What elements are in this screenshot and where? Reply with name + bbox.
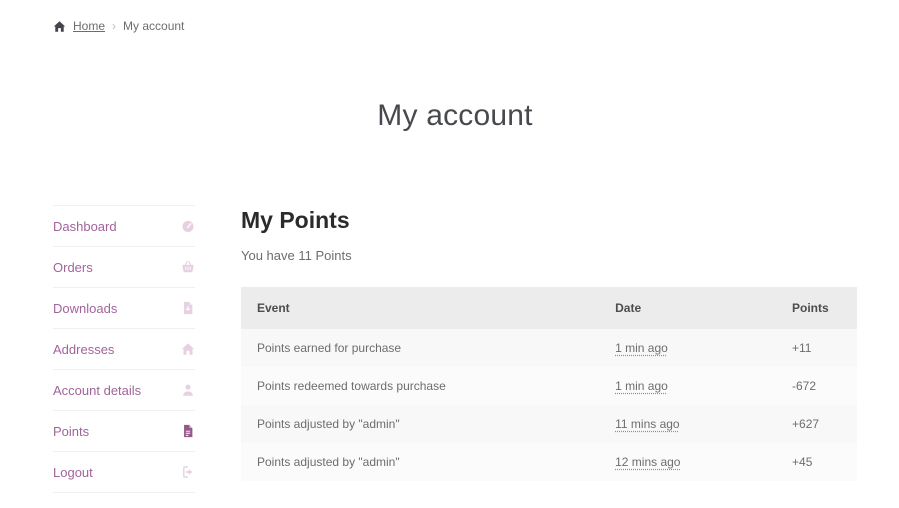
sidebar-item-label: Downloads — [53, 300, 118, 316]
points-section — [241, 205, 857, 493]
date-cell — [599, 405, 776, 443]
sidebar-item-label: Orders — [53, 259, 93, 275]
sidebar-item-label: Points — [53, 423, 90, 439]
table-row — [241, 367, 857, 405]
relative-date: 12 mins ago — [615, 455, 681, 469]
relative-date: 1 min ago — [615, 341, 668, 355]
table-row — [241, 405, 857, 443]
account-navigation — [53, 205, 195, 493]
home-icon — [181, 342, 195, 356]
sign-out-icon — [181, 465, 195, 479]
table-row — [241, 443, 857, 481]
user-icon — [181, 383, 195, 397]
table-row — [241, 329, 857, 367]
column-header-event: Event — [241, 287, 599, 329]
event-cell: Points adjusted by "admin" — [257, 417, 400, 431]
home-icon — [53, 20, 66, 33]
sidebar-item-label: Logout — [53, 464, 93, 480]
breadcrumb-home-link[interactable]: Home — [73, 19, 106, 33]
column-header-points: Points — [776, 287, 857, 329]
relative-date: 11 mins ago — [615, 417, 680, 431]
column-header-date: Date — [599, 287, 776, 329]
sidebar-item-label: Account details — [53, 382, 142, 398]
sidebar-item-label: Addresses — [53, 341, 115, 357]
points-cell: +45 — [792, 455, 813, 469]
my-account-page — [53, 0, 857, 493]
account-nav-list — [53, 205, 195, 493]
account-content — [53, 205, 857, 493]
breadcrumb — [53, 0, 857, 33]
date-cell — [599, 367, 776, 405]
breadcrumb-current: My account — [123, 19, 185, 33]
gauge-icon — [181, 219, 195, 233]
breadcrumb-separator: › — [112, 19, 117, 33]
relative-date: 1 min ago — [615, 379, 668, 393]
sidebar-item-orders[interactable] — [53, 247, 195, 288]
event-cell: Points earned for purchase — [257, 341, 402, 355]
basket-icon — [181, 260, 195, 274]
file-download-icon — [181, 301, 195, 315]
points-cell: +627 — [792, 417, 820, 431]
sidebar-item-dashboard[interactable] — [53, 206, 195, 247]
sidebar-item-points[interactable] — [53, 411, 195, 452]
date-cell — [599, 443, 776, 481]
event-cell: Points redeemed towards purchase — [257, 379, 446, 393]
event-cell: Points adjusted by "admin" — [257, 455, 400, 469]
page-title: My account — [377, 99, 533, 132]
sidebar-item-account-details[interactable] — [53, 370, 195, 411]
sidebar-item-label: Dashboard — [53, 218, 117, 234]
points-cell: +11 — [792, 341, 812, 355]
sidebar-item-addresses[interactable] — [53, 329, 195, 370]
sidebar-item-downloads[interactable] — [53, 288, 195, 329]
file-text-icon — [181, 424, 195, 438]
date-cell — [599, 329, 776, 367]
section-heading: My Points — [241, 207, 350, 233]
sidebar-item-logout[interactable] — [53, 452, 195, 493]
points-history-table — [241, 287, 857, 481]
table-header-row — [241, 287, 857, 329]
points-balance: You have 11 Points — [241, 248, 352, 263]
points-cell: -672 — [792, 379, 817, 393]
